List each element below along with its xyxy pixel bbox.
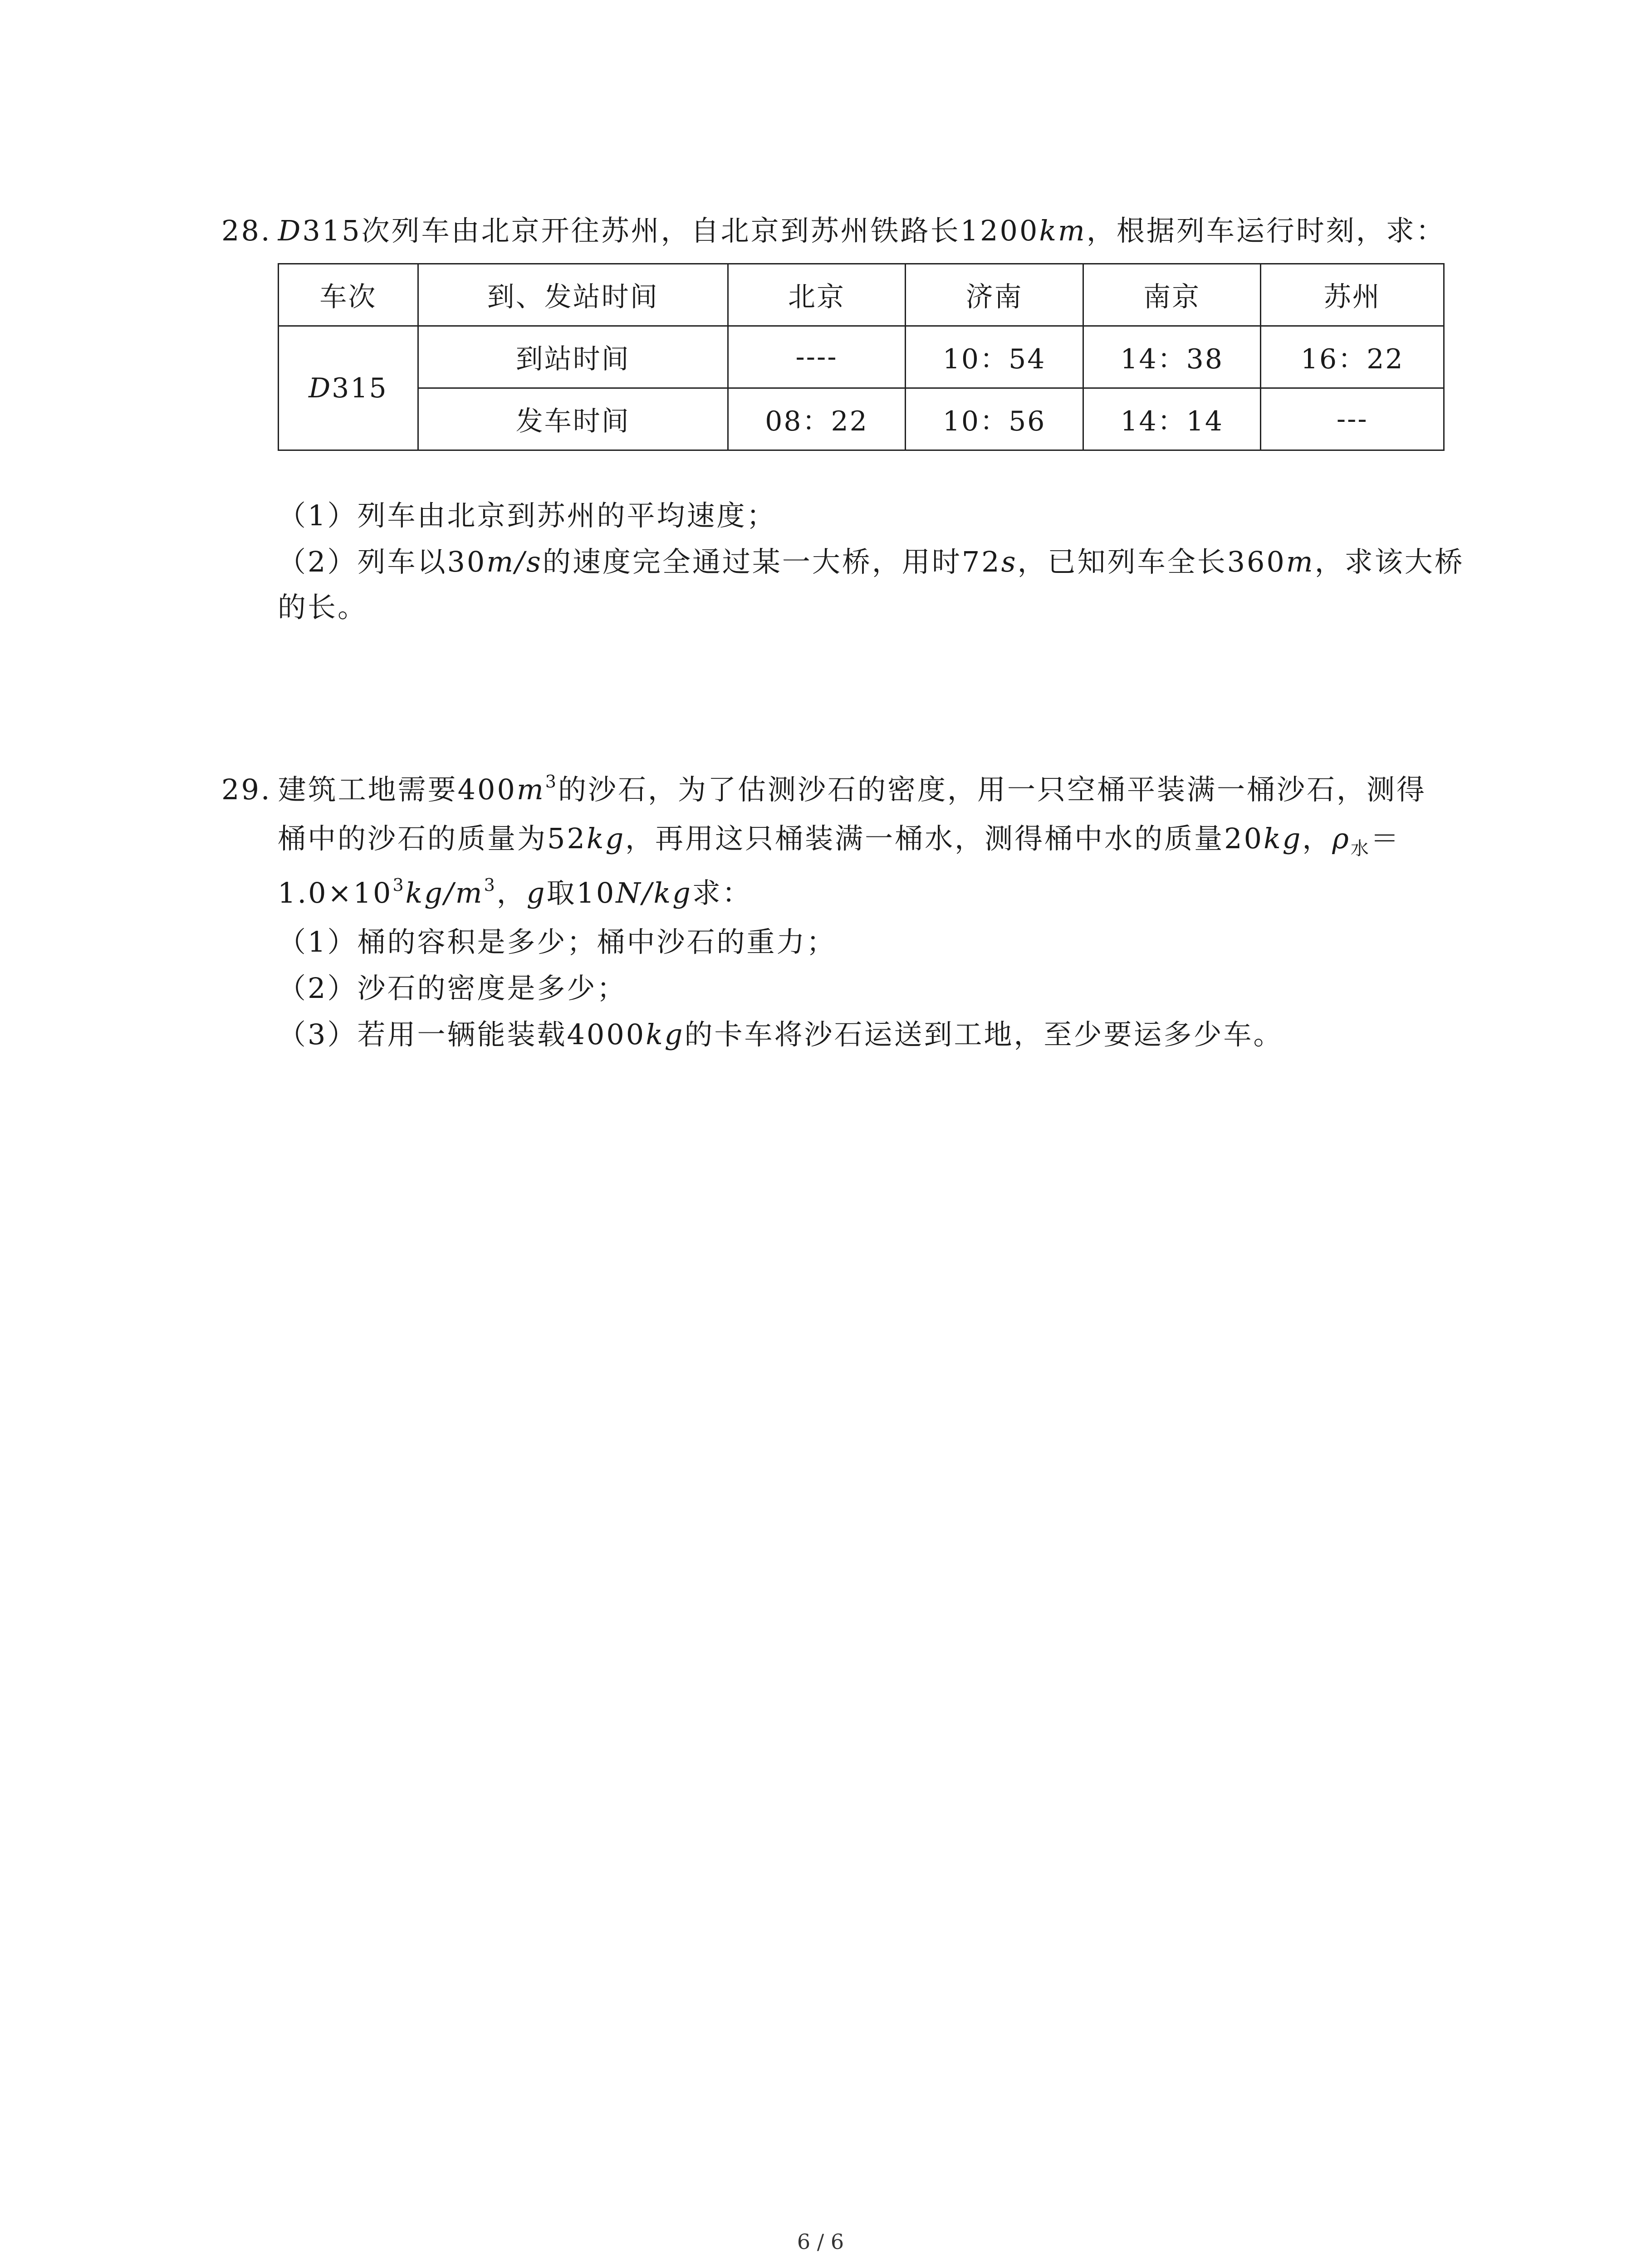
table-header: 到、发站时间 <box>418 264 728 326</box>
table-cell: 10：54 <box>906 326 1083 388</box>
train-number-cell: D315 <box>279 326 418 450</box>
q28-sub2-cont: 的长。 <box>278 591 368 624</box>
row-label: 到站时间 <box>418 326 728 388</box>
table-header: 北京 <box>728 264 906 326</box>
q29-number: 29. <box>221 773 272 806</box>
row-label: 发车时间 <box>418 388 728 450</box>
q28-number: 28. <box>221 214 272 247</box>
table-header: 车次 <box>279 264 418 326</box>
table-header: 苏州 <box>1261 264 1444 326</box>
q28-sub1: （1）列车由北京到苏州的平均速度； <box>278 499 777 532</box>
table-cell: ---- <box>728 326 906 388</box>
table-cell: --- <box>1261 388 1444 450</box>
table-cell: 16：22 <box>1261 326 1444 388</box>
table-cell: 14：14 <box>1083 388 1261 450</box>
q28-sub2: （2）列车以30m/s的速度完全通过某一大桥，用时72s，已知列车全长360m，求该大桥 <box>278 545 1465 578</box>
train-schedule-table <box>278 263 1445 451</box>
page-number: 6 / 6 <box>797 2229 844 2254</box>
q29-line3: $1.0\times 10^3kg/m^3$，g取10N/kg求： <box>278 875 752 909</box>
table-row <box>279 326 1444 388</box>
q29-line1: 29. 建筑工地需要$400m^3$的沙石，为了估测沙石的密度，用一只空桶平装满一桶沙石，测得 <box>221 772 1426 807</box>
q29-sub1: （1）桶的容积是多少；桶中沙石的重力； <box>278 925 837 958</box>
table-cell: 08：22 <box>728 388 906 450</box>
table-header: 南京 <box>1083 264 1261 326</box>
table-cell: 10：56 <box>906 388 1083 450</box>
table-row <box>279 388 1444 450</box>
q29-line2: 桶中的沙石的质量为52kg，再用这只桶装满一桶水，测得桶中水的质量20kg，$\rho_水=$ <box>278 822 1401 859</box>
table-cell: 14：38 <box>1083 326 1261 388</box>
q29-sub3: （3）若用一辆能装载4000kg的卡车将沙石运送到工地，至少要运多少车。 <box>278 1018 1283 1051</box>
table-header: 济南 <box>906 264 1083 326</box>
table-header-row <box>279 264 1444 326</box>
q29-sub2: （2）沙石的密度是多少； <box>278 972 627 1005</box>
q28-stem: 28. D315次列车由北京开往苏州，自北京到苏州铁路长1200km，根据列车运行时刻，求： <box>221 213 1446 249</box>
